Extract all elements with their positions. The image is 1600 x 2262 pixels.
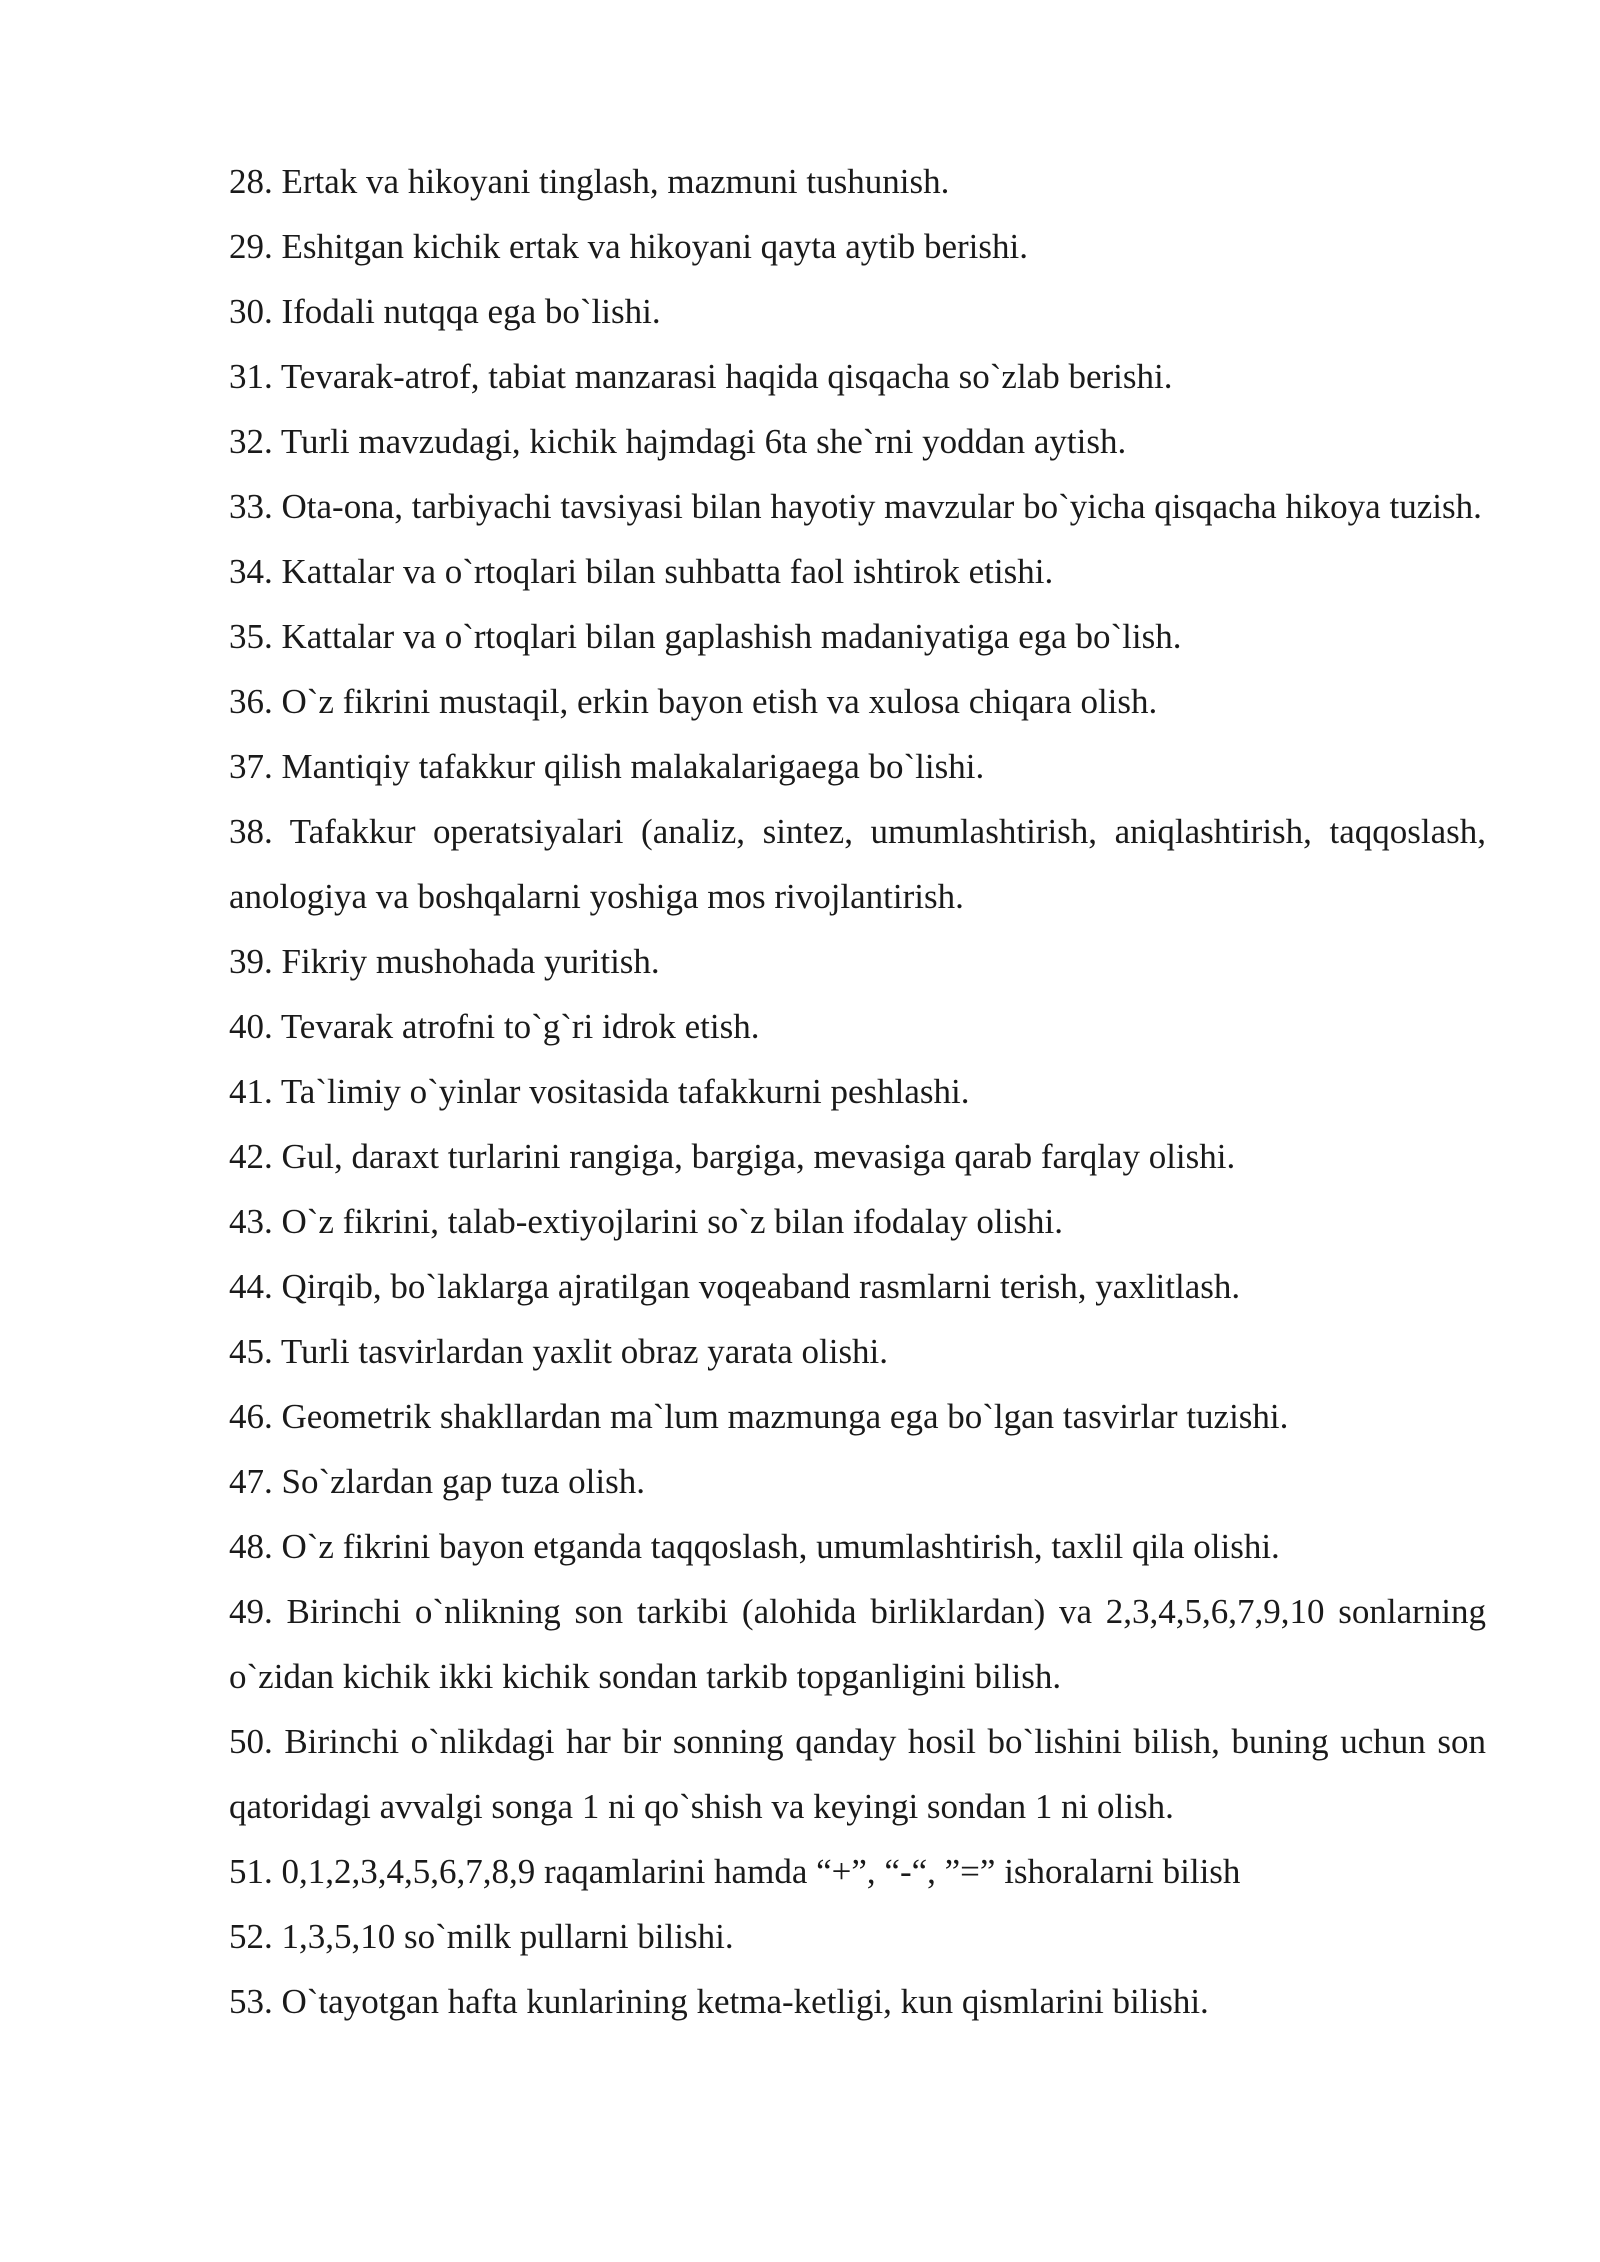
list-item-32: 32. Turli mavzudagi, kichik hajmdagi 6ta she`rni yoddan aytish. bbox=[229, 422, 1127, 461]
list-item-41: 41. Ta`limiy o`yinlar vositasida tafakkurni peshlashi. bbox=[229, 1072, 970, 1111]
list-item-44: 44. Qirqib, bo`laklarga ajratilgan voqeaband rasmlarni terish, yaxlitlash. bbox=[229, 1267, 1241, 1306]
list-item-52: 52. 1,3,5,10 so`milk pullarni bilishi. bbox=[229, 1917, 734, 1956]
list-item-28: 28. Ertak va hikoyani tinglash, mazmuni tushunish. bbox=[229, 162, 950, 201]
list-item-38: 38. Tafakkur operatsiyalari (analiz, sintez, umumlashtirish, aniqlashtirish, taqqoslash, anologiya va boshqalarni yoshiga mos rivojlantirish. bbox=[229, 812, 1486, 916]
list-item-29: 29. Eshitgan kichik ertak va hikoyani qayta aytib berishi. bbox=[229, 227, 1028, 266]
list-item-47: 47. So`zlardan gap tuza olish. bbox=[229, 1462, 646, 1501]
list-item-42: 42. Gul, daraxt turlarini rangiga, bargiga, mevasiga qarab farqlay olishi. bbox=[229, 1137, 1236, 1176]
list-item-33: 33. Ota-ona, tarbiyachi tavsiyasi bilan hayotiy mavzular bo`yicha qisqacha hikoya tuzish. bbox=[229, 487, 1482, 526]
list-item-34: 34. Kattalar va o`rtoqlari bilan suhbatta faol ishtirok etishi. bbox=[229, 552, 1054, 591]
list-item-53: 53. O`tayotgan hafta kunlarining ketma-ketligi, kun qismlarini bilishi. bbox=[229, 1982, 1209, 2021]
list-item-30: 30. Ifodali nutqqa ega bo`lishi. bbox=[229, 292, 661, 331]
list-item-31: 31. Tevarak-atrof, tabiat manzarasi haqida qisqacha so`zlab berishi. bbox=[229, 357, 1173, 396]
list-item-49: 49. Birinchi o`nlikning son tarkibi (alohida birliklardan) va 2,3,4,5,6,7,9,10 sonlarning o`zidan kichik ikki kichik sondan tarkib topganligini bilish. bbox=[229, 1592, 1486, 1696]
list-item-43: 43. O`z fikrini, talab-extiyojlarini so`z bilan ifodalay olishi. bbox=[229, 1202, 1063, 1241]
list-item-37: 37. Mantiqiy tafakkur qilish malakalarigaega bo`lishi. bbox=[229, 747, 985, 786]
list-item-36: 36. O`z fikrini mustaqil, erkin bayon etish va xulosa chiqara olish. bbox=[229, 682, 1158, 721]
list-item-39: 39. Fikriy mushohada yuritish. bbox=[229, 942, 660, 981]
list-item-51: 51. 0,1,2,3,4,5,6,7,8,9 raqamlarini hamda “+”, “-“, ”=” ishoralarni bilish bbox=[229, 1852, 1241, 1891]
list-item-35: 35. Kattalar va o`rtoqlari bilan gaplashish madaniyatiga ega bo`lish. bbox=[229, 617, 1182, 656]
document-page bbox=[229, 149, 1486, 2034]
list-item-50: 50. Birinchi o`nlikdagi har bir sonning qanday hosil bo`lishini bilish, buning uchun son qatoridagi avvalgi songa 1 ni qo`shish va keyingi sondan 1 ni olish. bbox=[229, 1722, 1486, 1826]
list-item-46: 46. Geometrik shakllardan ma`lum mazmunga ega bo`lgan tasvirlar tuzishi. bbox=[229, 1397, 1289, 1436]
list-item-48: 48. O`z fikrini bayon etganda taqqoslash, umumlashtirish, taxlil qila olishi. bbox=[229, 1527, 1280, 1566]
list-item-45: 45. Turli tasvirlardan yaxlit obraz yarata olishi. bbox=[229, 1332, 889, 1371]
list-item-40: 40. Tevarak atrofni to`g`ri idrok etish. bbox=[229, 1007, 760, 1046]
